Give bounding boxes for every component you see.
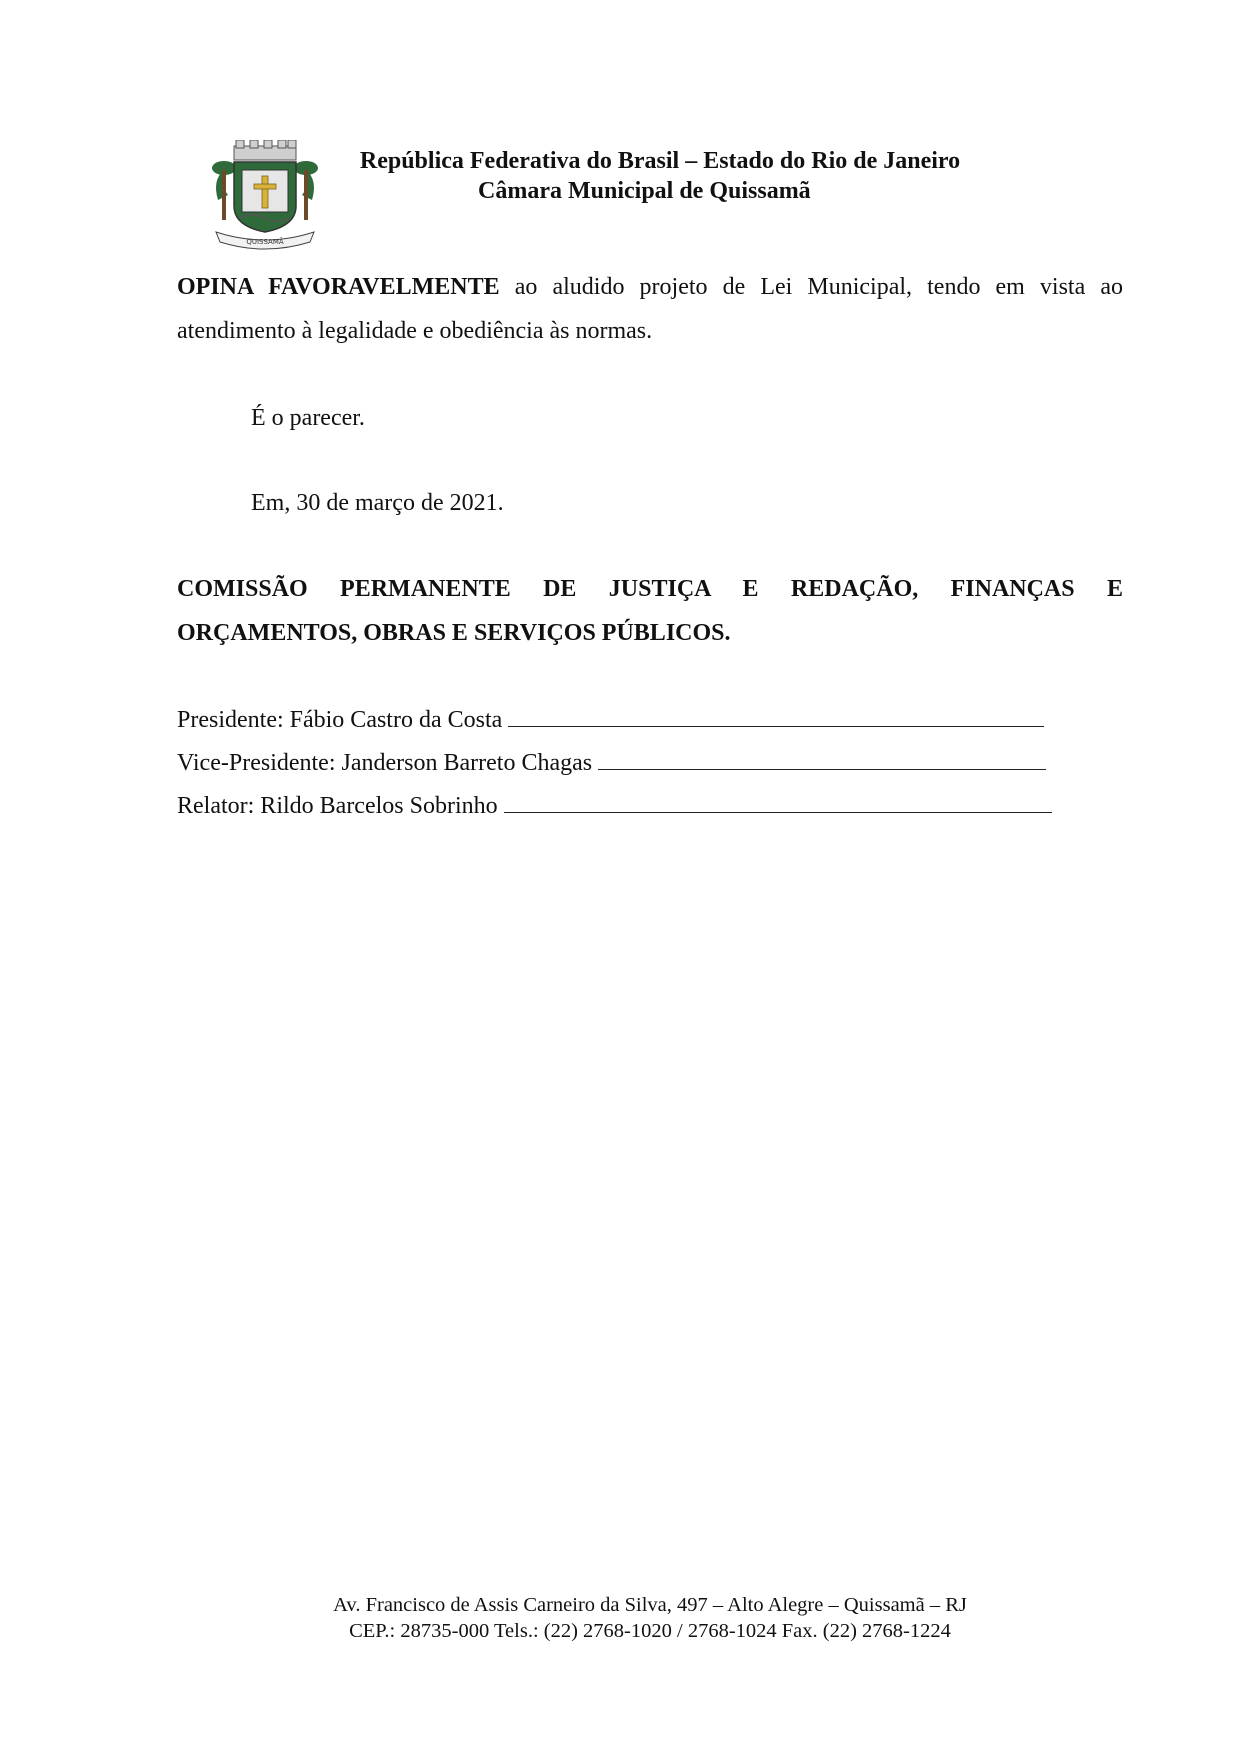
signature-label: Relator: Rildo Barcelos Sobrinho [177, 793, 498, 819]
signature-label: Presidente: Fábio Castro da Costa [177, 707, 503, 733]
signature-line [508, 704, 1044, 727]
parecer-line: É o parecer. [251, 405, 365, 431]
commission-title: COMISSÃO PERMANENTE DE JUSTIÇA E REDAÇÃO, FINANÇAS E ORÇAMENTOS, OBRAS E SERVIÇOS PÚBLICOS. [177, 576, 1123, 646]
opinion-text: ao aludido projeto de Lei Municipal, tendo em vista ao atendimento à legalidade e obediência às normas. [177, 274, 1123, 344]
opinion-bold-lead: OPINA FAVORAVELMENTE [177, 274, 500, 300]
header-chamber-line: Câmara Municipal de Quissamã [478, 178, 811, 204]
signature-vice-president [177, 747, 1046, 778]
footer-address: Av. Francisco de Assis Carneiro da Silva, 497 – Alto Alegre – Quissamã – RJ [333, 1594, 967, 1616]
signature-rapporteur [177, 790, 1052, 821]
header-republic-line: República Federativa do Brasil – Estado do Rio de Janeiro [359, 148, 961, 174]
signature-label: Vice-Presidente: Janderson Barreto Chagas [177, 750, 593, 776]
opinion-paragraph [177, 265, 1123, 353]
crest-ribbon-text: QUISSAMÃ [246, 238, 284, 246]
page-footer [200, 1592, 1100, 1644]
signature-president [177, 704, 1044, 735]
signature-line [504, 790, 1052, 813]
footer-contact: CEP.: 28735-000 Tels.: (22) 2768-1020 / 2768-1024 Fax. (22) 2768-1224 [349, 1620, 951, 1642]
document-header [330, 146, 990, 206]
municipal-crest-logo [210, 140, 320, 252]
signature-line [598, 747, 1046, 770]
date-line: Em, 30 de março de 2021. [251, 490, 504, 516]
